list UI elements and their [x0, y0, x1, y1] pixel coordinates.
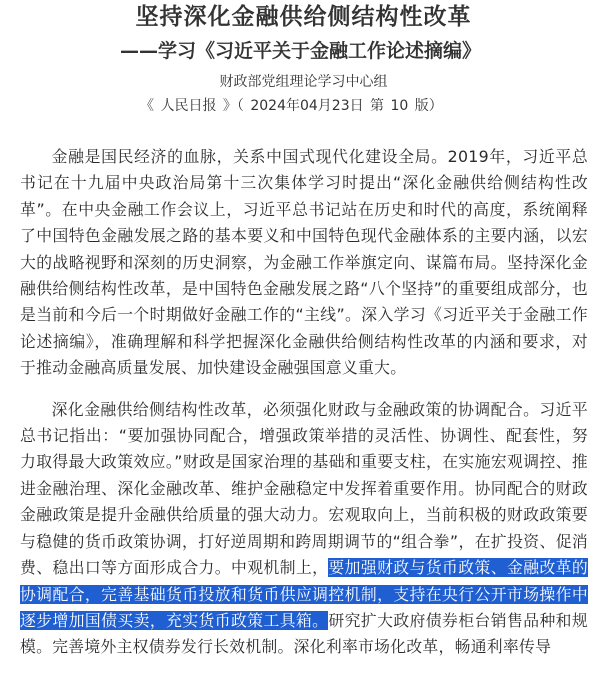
article-title: 坚持深化金融供给侧结构性改革 [135, 4, 472, 30]
paragraph-2 [20, 397, 588, 661]
article-body [20, 144, 588, 676]
paragraph-1: 金融是国民经济的血脉，关系中国式现代化建设全局。2019年，习近平总书记在十九届中央政治局第十三次集体学习时提出“深化金融供给侧结构性改革”。在中央金融工作会议上，习近平总书记站在历史和时代的高度，系统阐释了中国特色金融发展之路的基本要义和中国特色现代金融体系的主要内涵，以宏大的战略视野和深刻的历史洞察，为金融工作举旗定向、谋篇布局。坚持深化金融供给侧结构性改革，是中国特色金融发展之路“八个坚持”的重要组成部分，也是当前和今后一个时期做好金融工作的“主线”。深入学习《习近平关于金融工作论述摘编》，准确理解和科学把握深化金融供给侧结构性改革的内涵和要求，对于推动金融高质量发展、加快建设金融强国意义重大。 [20, 147, 588, 378]
article-author: 财政部党组理论学习中心组 [219, 74, 388, 90]
paragraph-2-text-after: 研究扩大政府债券柜台销售品种和规模。完善境外主权债券发行长效机制。深化利率市场化改革，畅通利率传导 [20, 610, 588, 657]
article-subtitle: ——学习《习近平关于金融工作论述摘编》 [120, 40, 482, 62]
article-source: 《 人民日报 》（ 2024年04月23日 第 10 版） [140, 98, 443, 114]
selected-text-highlight[interactable]: 要加强财政与货币政策、金融改革的协调配合，完善基础货币投放和货币供应调控机制，支持在央行公开市场操作中逐步增加国债买卖，充实货币政策工具箱。 [20, 558, 588, 630]
paragraph-2-text-before: 深化金融供给侧结构性改革，必须强化财政与金融政策的协调配合。习近平总书记指出：“要加强协同配合，增强政策举措的灵活性、协调性、配套性，努力取得最大政策效应。”财政是国家治理的基础和重要支柱，在实施宏观调控、推进金融治理、深化金融改革、维护金融稳定中发挥着重要作用。协同配合的财政金融政策是提升金融供给质量的强大动力。宏观取向上，当前积极的财政政策要与稳健的货币政策协调，打好逆周期和跨周期调节的“组合拳”，在扩投资、促消费、稳出口等方面形成合力。中观机制上， [20, 399, 588, 578]
